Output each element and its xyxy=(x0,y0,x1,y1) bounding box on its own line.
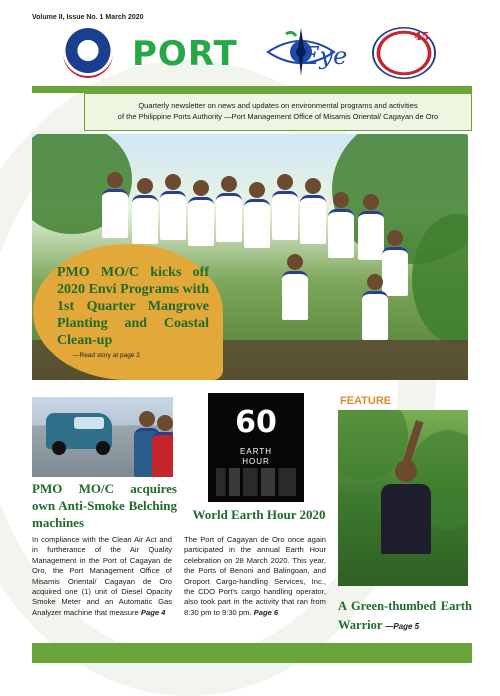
tagline-line-1: Quarterly newsletter on news and updates on environmental programs and activities xyxy=(138,101,418,110)
issue-line: Volume II, Issue No. 1 March 2020 xyxy=(32,14,144,21)
hero-read-more[interactable]: —Read story at page 2 xyxy=(73,352,140,359)
feature-headline xyxy=(338,597,472,636)
tagline-line-2: of the Philippine Ports Authority —Port Management Office of Misamis Oriental/ Cagayan de Oro xyxy=(117,112,439,121)
earth-hour-poster-line-2: HOUR xyxy=(242,457,270,466)
antismoke-page-ref[interactable]: Page 4 xyxy=(140,607,166,617)
earthhour-headline: World Earth Hour 2020 xyxy=(192,507,326,522)
antismoke-photo xyxy=(32,397,173,477)
antismoke-headline: PMO MO/C acquires own Anti-Smoke Belching machines xyxy=(32,481,177,530)
city-skyline-icon xyxy=(216,468,296,496)
dotr-seal-icon xyxy=(63,28,113,78)
earthhour-body-text: The Port of Cagayan de Oro once again participated in the annual Earth Hour celebration on 28 March 2020. This year, the Ports of Benoni and Balingoan, and Oroport Cargo-handling Services, Inc., the CDO Port's cargo handling operator, also took part in the activity that ran from 8:30 pm to 9:30 pm. xyxy=(184,535,326,617)
footer-bar xyxy=(32,643,472,663)
hero-headline-badge xyxy=(33,244,223,380)
earthhour-page-ref[interactable]: Page 6 xyxy=(253,607,279,617)
masthead-port: PORT xyxy=(132,34,238,74)
feature-label: FEATURE xyxy=(340,395,392,407)
feature-photo xyxy=(338,410,468,586)
seal-anniversary-number: 45 xyxy=(414,30,430,43)
earth-hour-poster-line-1: EARTH xyxy=(240,447,272,456)
earth-hour-poster-text xyxy=(208,447,304,467)
hero-headline: PMO MO/C kicks off 2020 Envi Programs with 1st Quarter Mangrove Planting and Coastal Clean-up xyxy=(57,265,209,348)
masthead-eye: Eye xyxy=(302,42,348,70)
earth-hour-60-logo: 60 xyxy=(235,405,277,440)
antismoke-body xyxy=(32,535,172,618)
masthead xyxy=(126,20,356,90)
earth-hour-poster xyxy=(208,393,304,502)
feature-page-ref[interactable]: —Page 5 xyxy=(385,622,420,631)
antismoke-body-text: In compliance with the Clean Air Act and in furtherance of the Air Quality Management in the Port of Cagayan de Oro, the Port Management Office of Misamis Oriental/ Cagayan de Oro acquired one (1) unit of Diesel Opacity Smoke Meter and an Automatic Gas Analyzer machine that measure xyxy=(32,535,172,617)
tagline-box xyxy=(84,93,472,131)
earthhour-body xyxy=(184,535,326,618)
person-icon xyxy=(378,460,434,586)
feature-headline-text: A Green-thumbed Earth Warrior xyxy=(338,599,472,632)
